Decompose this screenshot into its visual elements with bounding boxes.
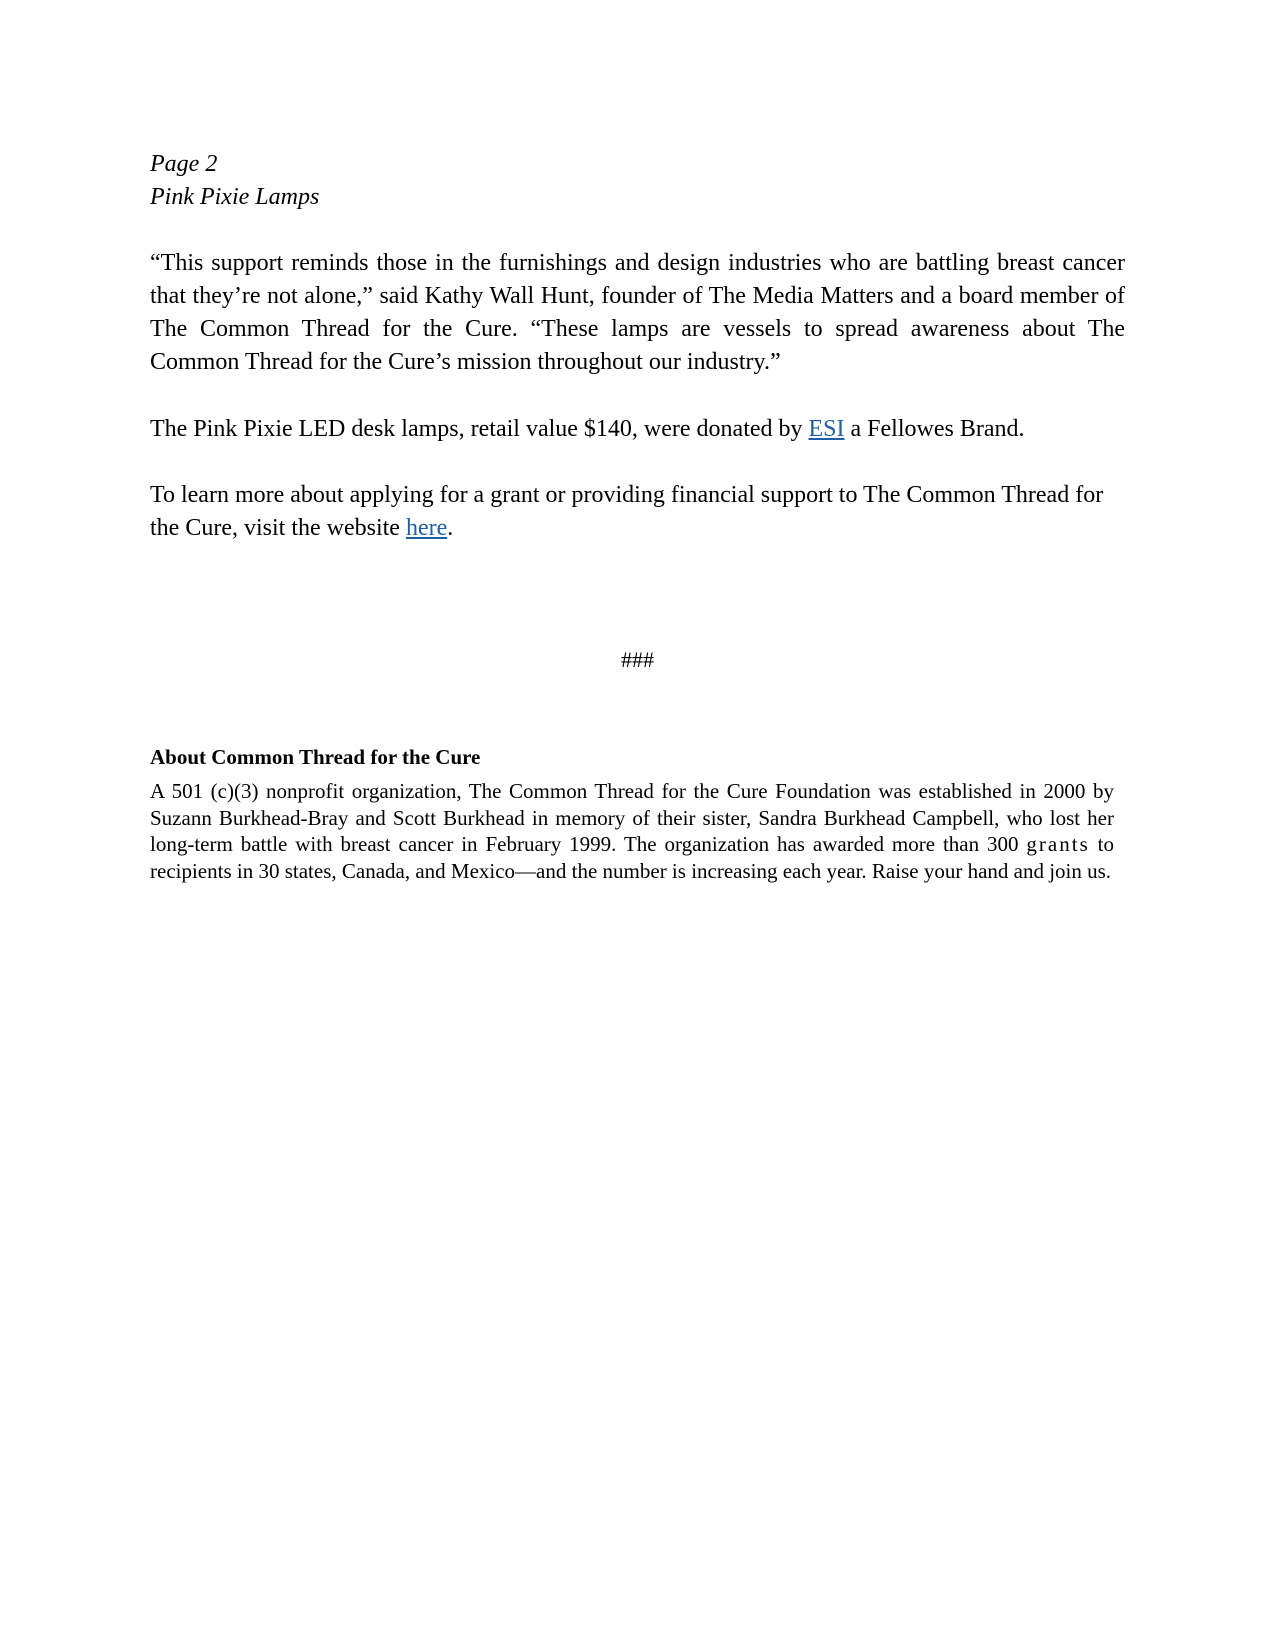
website-here-link[interactable]: here xyxy=(405,515,448,541)
about-text-grants: grants xyxy=(1026,832,1090,856)
quote-text: “This support reminds those in the furnishings and design industries who are battling breast cancer that they’re not alone,” said Kathy Wall Hunt, founder of The Media Matters and a board member of The Common Thread for the Cure. “These lamps are vessels to spread awareness about The Common Thread for the Cure’s mission throughout our industry.” xyxy=(150,250,1125,375)
about-text-before: A 501 (c)(3) nonprofit organization, The Common Thread for the Cure Foundation was established in 2000 by Suzann Burkhead-Bray and Scott Burkhead in memory of their sister, Sandra Burkhead Campbell, who lost her long-term battle with breast cancer in February 1999. The organization has awarded more than 300 xyxy=(150,779,1114,856)
learn-more-paragraph xyxy=(150,479,1125,545)
donation-paragraph xyxy=(150,413,1125,446)
about-heading: About Common Thread for the Cure xyxy=(150,745,481,769)
donation-text-after: a Fellowes Brand. xyxy=(844,416,1025,442)
page-number-label: Page 2 xyxy=(150,151,218,177)
learn-more-text-after: . xyxy=(447,515,454,541)
esi-link[interactable]: ESI xyxy=(808,416,845,442)
about-paragraph xyxy=(150,778,1114,884)
end-of-release-mark: ### xyxy=(621,647,654,672)
donation-text-before: The Pink Pixie LED desk lamps, retail value $140, were donated by xyxy=(150,416,809,442)
learn-more-text-before: To learn more about applying for a grant or providing financial support to The Common Thread for the Cure, visit the website xyxy=(150,482,1104,541)
quote-paragraph xyxy=(150,247,1125,379)
page-header xyxy=(150,148,319,214)
page-subject-label: Pink Pixie Lamps xyxy=(150,184,320,210)
about-text-after: to recipients in 30 states, Canada, and Mexico—and the number is increasing each year. Raise your hand and join us. xyxy=(150,832,1114,883)
